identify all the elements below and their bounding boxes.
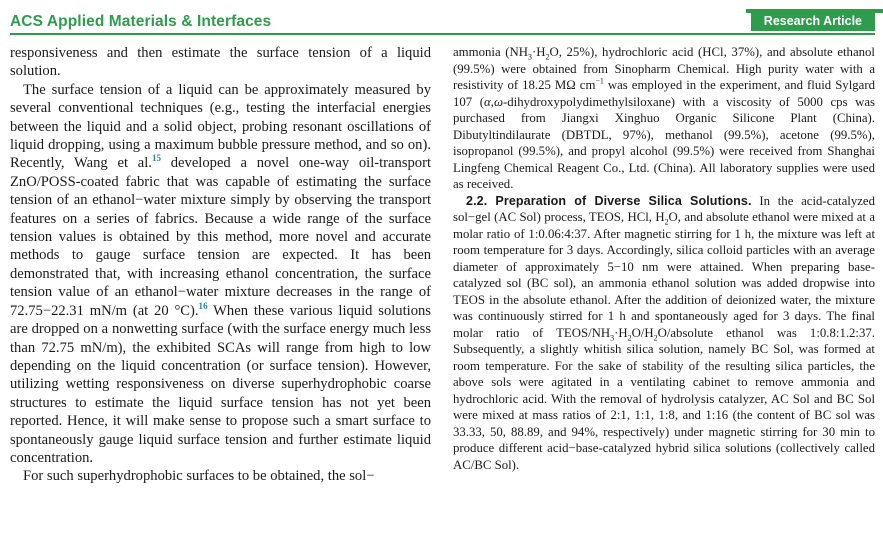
article-type-badge: Research Article <box>751 12 875 31</box>
journal-page <box>0 9 883 536</box>
left-column <box>10 44 431 486</box>
paragraph: responsiveness and then estimate the surface tension of a liquid solution. <box>10 45 431 80</box>
header-rule <box>10 33 875 35</box>
paragraph: For such superhydrophobic surfaces to be obtained, the sol− <box>23 468 375 485</box>
paragraph: 2.2. Preparation of Diverse Silica Solutions. In the acid-catalyzed sol−gel (AC Sol) process, TEOS, HCl, $H_2O$, and absolute ethanol were mixed at a molar ratio of 1:0.06:4:37. After magnetic stirring for 1 h, the mixture was left at room temperature for 3 days. Accordingly, silica colloid particles with an average diameter of approximately 5−10 nm were attained. When preparing base-catalyzed sol (BC sol), an ammonia ethanol solution was added dropwise into TEOS in the absolute ethanol. After the addition of deionized water, the mixture was continuously stirred for 1 h and spontaneously aged for 3 days. The final molar ratio of TEOS/$NH_3\cdot H_2O/H_2O$/absolute ethanol was 1:0.8:1.2:37. Subsequently, a slightly whitish silica solution, namely BC Sol, was formed at room temperature. For the sake of stability of the resulting silica particles, the above sols were agitated in a ventilating cabinet to remove ammonia and hydrochloric acid. With the removal of hydrolysis catalyzer, AC Sol and BC Sol were mixed at mass ratios of 2:1, 1:1, 1:8, and 1:16 (the content of BC sol was 33.33, 50, 88.89, and 94%, respectively) under magnetic stirring for 30 min to produce different acid−base-catalyzed hybrid silica solutions (collectively called AC/BC Sol). <box>453 193 875 472</box>
journal-title: ACS Applied Materials & Interfaces <box>10 13 272 30</box>
page-header <box>0 9 883 35</box>
right-column <box>453 44 875 486</box>
citation-ref[interactable]: 15 <box>151 153 161 164</box>
article-body <box>0 35 883 486</box>
header-row <box>10 9 875 31</box>
paragraph: ammonia ($NH_3\cdot H_2O$, 25%), hydrochloric acid (HCl, 37%), and absolute ethanol (99.5%) were obtained from Sinopharm Chemical. High purity water with a resistivity of 18.25 MΩ $cm^{-1}$ was employed in the experiment, and fluid Sylgard 107 (α,ω-dihydroxypolydimethylsiloxane) with a viscosity of 5000 cps was purchased from Jiangxi Xinghuo Organic Silicone Plant (China). Dibutyltindilaurate (DBTDL, 97%), methanol (99.5%), acetone (99.5%), isopropanol (99.5%), and propyl alcohol (99.5%) were received from Shanghai Lingfeng Chemical Reagent Co., Ltd. (China). All laboratory supplies were used as received. <box>453 45 876 191</box>
paragraph: The surface tension of a liquid can be approximately measured by several conventional techniques (e.g., testing the interfacial energies between the liquid and a solid object, probing resonant oscillations of liquid dropping, using a maximum bubble pressure method, and so on). Recently, Wang et al.$^{15}$ developed a novel one-way oil-transport ZnO/POSS-coated fabric that was capable of estimating the surface tension of an ethanol−water mixture simply by observing the transport features on a series of fabrics. Because a wide range of the surface tension values is obtained by this method, more novel and accurate methods to gauge surface tension are expected. It has been demonstrated that, with increasing ethanol concentration, the surface tension value of an ethanol−water mixture decreases in the range of 72.75−22.31 mN/m (at 20 °C).$^{16}$ When these various liquid solutions are dropped on a nonwetting surface (with the surface energy much less than 72.75 mN/m), the exhibited SCAs will range from high to low depending on the liquid concentration (or surface tension). However, utilizing wetting responsiveness on diverse superhydrophobic coarse structures to estimate the liquid surface tension has not yet been reported. Hence, it will make sense to propose such a smart surface to spontaneously gauge liquid surface tension and further estimate liquid concentration. <box>10 81 432 466</box>
citation-ref[interactable]: 16 <box>198 300 208 311</box>
